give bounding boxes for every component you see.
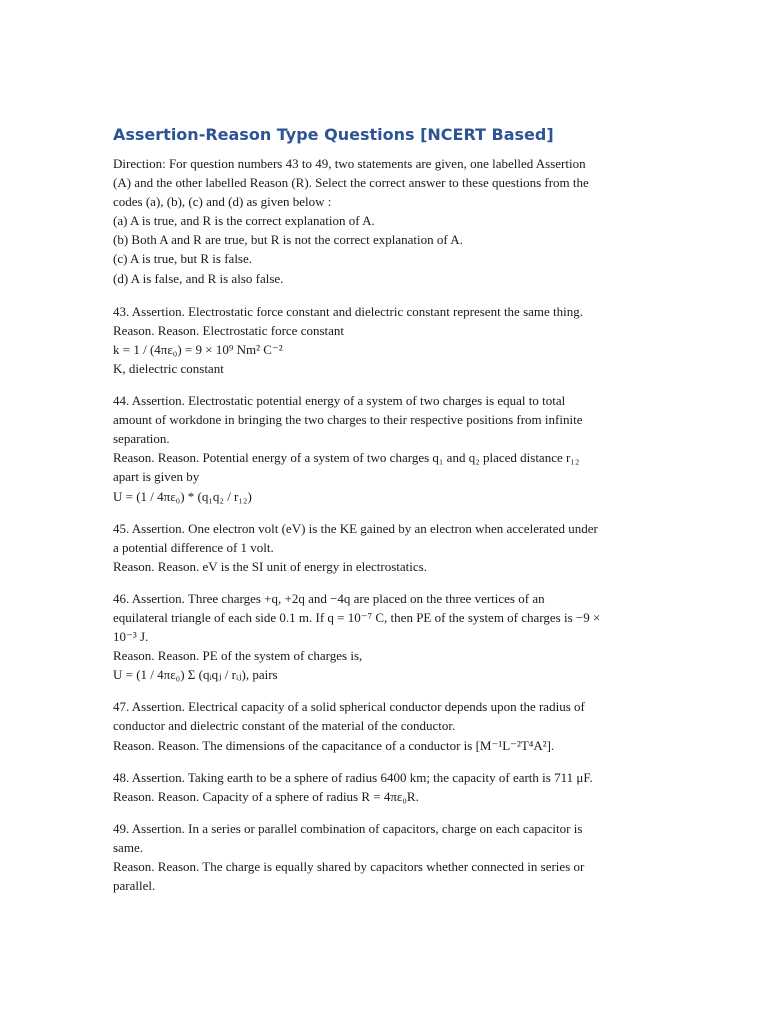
- question-44: [113, 391, 668, 506]
- option-a: (a) A is true, and R is the correct explanation of A.: [113, 213, 375, 229]
- question-line: separation.: [113, 431, 170, 447]
- question-line: 47. Assertion. Electrical capacity of a solid spherical conductor depends upon the radius of: [113, 699, 585, 715]
- question-line: 49. Assertion. In a series or parallel combination of capacitors, charge on each capacitor is: [113, 820, 583, 836]
- question-line: Reason. Reason. Potential energy of a system of two charges q₁ and q₂ placed distance r₁₂: [113, 450, 580, 466]
- question-line: k = 1 / (4πε₀) = 9 × 10⁹ Nm² C⁻²: [113, 341, 283, 357]
- question-45: [113, 519, 668, 576]
- question-line: Reason. Reason. eV is the SI unit of energy in electrostatics.: [113, 558, 427, 574]
- directions-line: (A) and the other labelled Reason (R). Select the correct answer to these questions from the: [113, 175, 589, 191]
- option-b: (b) Both A and R are true, but R is not the correct explanation of A.: [113, 232, 463, 248]
- question-line: conductor and dielectric constant of the material of the conductor.: [113, 718, 456, 734]
- question-49: [113, 819, 668, 895]
- question-line: K, dielectric constant: [113, 360, 224, 376]
- question-line: parallel.: [113, 878, 156, 894]
- directions-block: [113, 154, 668, 288]
- question-line: Reason. Reason. The dimensions of the capacitance of a conductor is [M⁻¹L⁻²T⁴A²].: [113, 737, 555, 753]
- question-line: Reason. Reason. Electrostatic force constant: [113, 322, 345, 338]
- question-line: 48. Assertion. Taking earth to be a sphere of radius 6400 km; the capacity of earth is 711 μF.: [113, 769, 593, 785]
- question-line: 10⁻³ J.: [113, 629, 149, 645]
- question-line: 44. Assertion. Electrostatic potential energy of a system of two charges is equal to total: [113, 393, 566, 409]
- question-46: [113, 589, 668, 684]
- question-line: equilateral triangle of each side 0.1 m. If q = 10⁻⁷ C, then PE of the system of charges is −9 ×: [113, 609, 601, 625]
- question-line: a potential difference of 1 volt.: [113, 539, 274, 555]
- question-47: [113, 697, 668, 754]
- option-c: (c) A is true, but R is false.: [113, 251, 253, 267]
- question-line: 46. Assertion. Three charges +q, +2q and −4q are placed on the three vertices of an: [113, 590, 545, 606]
- question-line: 43. Assertion. Electrostatic force constant and dielectric constant represent the same thing.: [113, 303, 584, 319]
- option-d: (d) A is false, and R is also false.: [113, 270, 284, 286]
- question-line: U = (1 / 4πε₀) * (q₁q₂ / r₁₂): [113, 488, 252, 504]
- question-line: same.: [113, 839, 143, 855]
- directions-line: codes (a), (b), (c) and (d) as given below :: [113, 194, 332, 210]
- question-line: 45. Assertion. One electron volt (eV) is the KE gained by an electron when accelerated under: [113, 520, 598, 536]
- question-line: U = (1 / 4πε₀) Σ (qᵢqⱼ / rᵢⱼ), pairs: [113, 667, 278, 683]
- page-title: Assertion-Reason Type Questions [NCERT Based]: [113, 125, 554, 144]
- question-line: Reason. Reason. Capacity of a sphere of radius R = 4πε₀R.: [113, 788, 419, 804]
- question-line: Reason. Reason. The charge is equally shared by capacitors whether connected in series or: [113, 859, 585, 874]
- question-48: [113, 768, 668, 806]
- question-line: Reason. Reason. PE of the system of charges is,: [113, 648, 363, 664]
- question-43: [113, 302, 668, 378]
- question-line: apart is given by: [113, 469, 200, 485]
- directions-line: Direction: For question numbers 43 to 49, two statements are given, one labelled Assertion: [113, 156, 586, 171]
- question-line: amount of workdone in bringing the two charges to their respective positions from infinite: [113, 412, 583, 428]
